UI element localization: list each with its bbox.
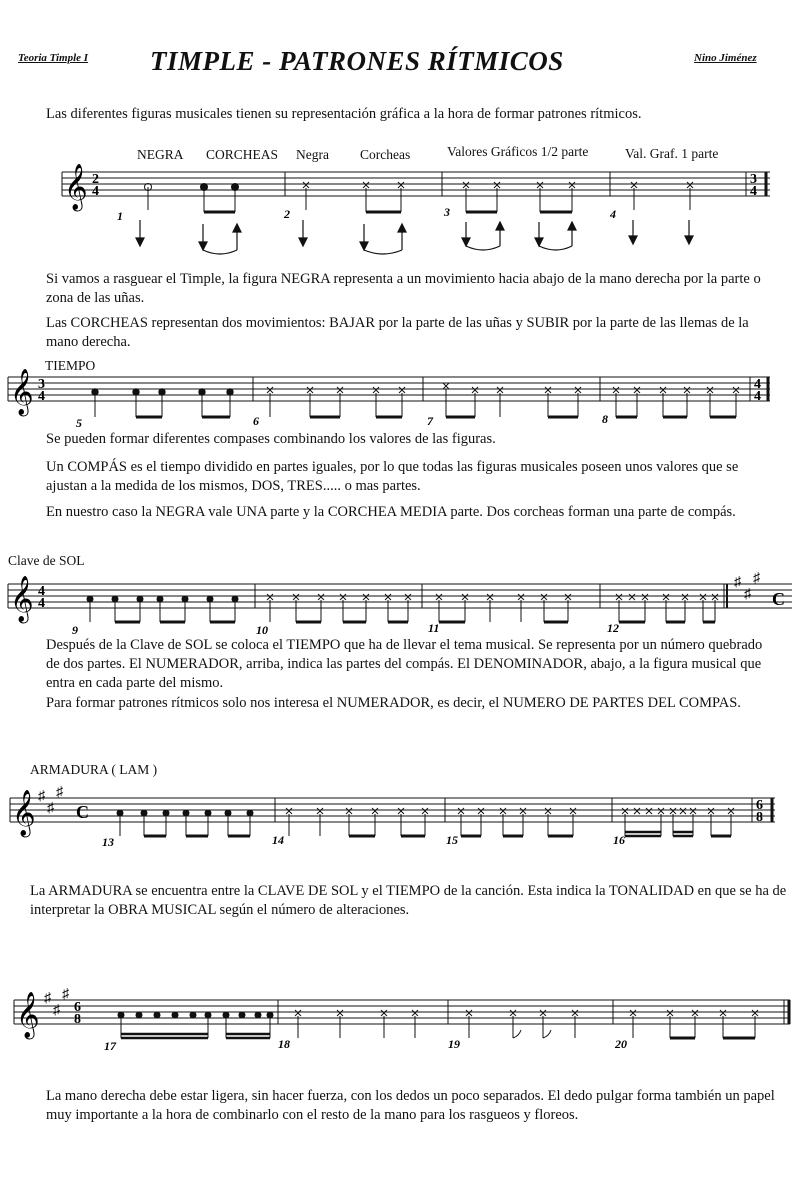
- page-title: TIMPLE - PATRONES RÍTMICOS: [150, 46, 564, 76]
- sharp-icon: ♯: [44, 991, 51, 1006]
- down-arrow-icon: [629, 236, 637, 244]
- time-top: 4: [38, 584, 45, 599]
- measure-number: 17: [104, 1039, 116, 1053]
- treble-clef-icon: 𝄞: [10, 576, 34, 621]
- time-top: 3: [38, 377, 45, 392]
- sharp-icon: ♯: [56, 785, 63, 800]
- measure-number: 20: [615, 1037, 627, 1051]
- label-valores-graficos: Valores Gráficos 1/2 parte: [447, 144, 589, 159]
- tiempo-label: TIEMPO: [45, 358, 96, 373]
- down-arrow-icon: [360, 242, 368, 250]
- end-time-top: 6: [756, 798, 763, 813]
- measure-number: 12: [607, 621, 619, 635]
- measure-number: 18: [278, 1037, 290, 1051]
- measure-number: 11: [428, 621, 440, 635]
- mano-derecha-paragraph: La mano derecha debe estar ligera, sin hacer fuerza, con los dedos un poco separados. El dedo pulgar forma también un papel muy importante a la hora de combinarlo con el resto de la mano para los rasgueos y floreos.: [46, 1088, 775, 1123]
- down-arrow-icon: [462, 238, 470, 246]
- measure-number: 19: [448, 1037, 460, 1051]
- staff-2: [0, 365, 799, 435]
- sharp-icon: ♯: [734, 575, 741, 590]
- time-bottom: 4: [38, 596, 45, 611]
- measure-number: 7: [427, 414, 433, 428]
- sharp-icon: ♯: [53, 1003, 60, 1018]
- numerador-paragraph: Para formar patrones rítmicos solo nos interesa el NUMERADOR, es decir, el NUMERO DE PARTES DEL COMPAS.: [46, 695, 741, 711]
- armadura-label: ARMADURA ( LAM ): [30, 762, 158, 777]
- label-corcheas: CORCHEAS: [206, 147, 279, 162]
- label-corcheas-2: Corcheas: [360, 147, 411, 162]
- compas-definition-paragraph: Un COMPÁS es el tiempo dividido en partes iguales, por lo que todas las figuras musicales poseen unos valores que se ajustan a la medida de los mismos, DOS, TRES..... o mas partes.: [46, 459, 739, 494]
- up-arrow-icon: [233, 224, 241, 232]
- down-arrow-icon: [685, 236, 693, 244]
- sharp-icon: ♯: [753, 571, 760, 586]
- end-time-bottom: 4: [754, 389, 761, 404]
- up-arrow-icon: [568, 222, 576, 230]
- label-val-graf: Val. Graf. 1 parte: [625, 146, 719, 161]
- common-time-icon: C: [772, 589, 785, 609]
- down-arrow-icon: [136, 238, 144, 246]
- treble-clef-icon: 𝄞: [12, 790, 36, 835]
- measure-number: 14: [272, 833, 284, 847]
- up-arrow-icon: [398, 224, 406, 232]
- sharp-icon: ♯: [38, 789, 45, 804]
- negra-vale-paragraph: En nuestro caso la NEGRA vale UNA parte y la CORCHEA MEDIA parte. Dos corcheas forman una parte de compás.: [46, 504, 736, 520]
- measure-number: 1: [117, 209, 123, 223]
- time-top: 6: [74, 1000, 81, 1015]
- intro-paragraph: Las diferentes figuras musicales tienen su representación gráfica a la hora de formar patrones rítmicos.: [46, 106, 642, 122]
- measure-number: 2: [284, 207, 290, 221]
- time-top: 2: [92, 172, 99, 187]
- time-bottom: 8: [74, 1012, 81, 1027]
- author-name: Nino Jiménez: [694, 52, 757, 64]
- negra-paragraph: Si vamos a rasguear el Timple, la figura NEGRA representa a un movimiento hacia abajo de la mano derecha por la parte o zona de las uñas.: [46, 271, 761, 306]
- label-negra-2: Negra: [296, 147, 329, 162]
- measure-number: 9: [72, 623, 78, 637]
- down-arrow-icon: [299, 238, 307, 246]
- staff-3: [0, 572, 799, 642]
- measure-number: 4: [610, 207, 616, 221]
- measure-number: 13: [102, 835, 114, 849]
- measure-number: 10: [256, 623, 268, 637]
- staff-4: [0, 786, 799, 856]
- measure-number: 15: [446, 833, 458, 847]
- measure-number: 3: [444, 205, 450, 219]
- down-arrow-icon: [199, 242, 207, 250]
- measure-number: 8: [602, 412, 608, 426]
- up-arrow-icon: [496, 222, 504, 230]
- clave-paragraph: Después de la Clave de SOL se coloca el TIEMPO que ha de llevar el tema musical. Se representa por un número quebrado de dos partes. El NUMERADOR, arriba, indica las partes del compás. El DENOMINADOR, abajo, a la figura musical que entra en cada parte del mismo.: [46, 637, 763, 691]
- staff-5: [0, 988, 799, 1058]
- sharp-icon: ♯: [47, 801, 54, 816]
- down-arrow-icon: [535, 238, 543, 246]
- treble-clef-icon: 𝄞: [64, 164, 88, 209]
- measure-number: 16: [613, 833, 625, 847]
- end-time-top: 4: [754, 377, 761, 392]
- common-time-icon: C: [76, 802, 89, 822]
- armadura-paragraph: La ARMADURA se encuentra entre la CLAVE DE SOL y el TIEMPO de la canción. Esta indica la TONALIDAD en que se ha de interpretar la OBRA MUSICAL según el número de alteraciones.: [30, 883, 787, 918]
- end-time-bottom: 8: [756, 810, 763, 825]
- time-bottom: 4: [92, 184, 99, 199]
- label-negra: NEGRA: [137, 147, 184, 162]
- end-time-top: 3: [750, 172, 757, 187]
- staff-1: [0, 160, 799, 260]
- end-time-bottom: 4: [750, 184, 757, 199]
- time-bottom: 4: [38, 389, 45, 404]
- sharp-icon: ♯: [744, 587, 751, 602]
- treble-clef-icon: 𝄞: [10, 369, 34, 414]
- corcheas-paragraph: Las CORCHEAS representan dos movimientos: BAJAR por la parte de las uñas y SUBIR por la parte de las llemas de la mano derecha.: [46, 315, 749, 350]
- course-label: Teoria Timple I: [18, 52, 89, 64]
- sharp-icon: ♯: [62, 987, 69, 1002]
- measure-number: 6: [253, 414, 259, 428]
- treble-clef-icon: 𝄞: [16, 992, 40, 1037]
- measure-number: 5: [76, 416, 82, 430]
- clave-de-sol-label: Clave de SOL: [8, 553, 85, 568]
- compases-paragraph: Se pueden formar diferentes compases combinando los valores de las figuras.: [46, 431, 496, 447]
